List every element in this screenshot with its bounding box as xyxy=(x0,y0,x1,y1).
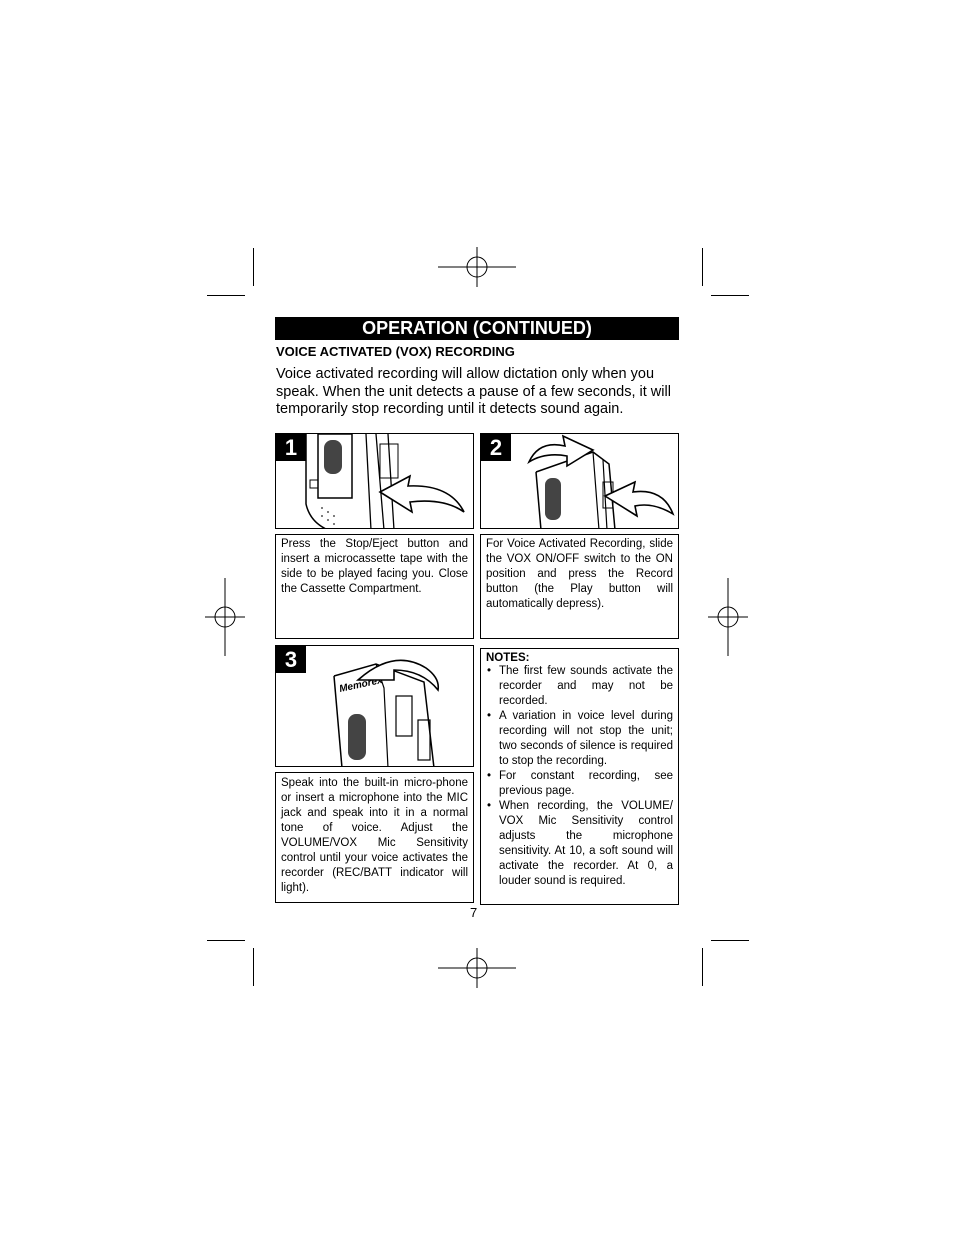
step-2-text: For Voice Activated Recording, slide the VOX ON/OFF switch to the ON position and press the Record button (the Play button will automatically depress). xyxy=(486,538,673,610)
step-2-number: 2 xyxy=(481,434,511,461)
step-1-illustration xyxy=(275,433,474,529)
registration-mark-bottom xyxy=(438,948,516,988)
step-2-instructions xyxy=(480,534,679,639)
step-1-instructions xyxy=(275,534,474,639)
step-1-number: 1 xyxy=(276,434,306,461)
note-item: • The first few sounds activate the recorder and may not be recorded. xyxy=(499,664,673,709)
step-3-number: 3 xyxy=(276,646,306,673)
step-3-illustration xyxy=(275,645,474,767)
note-item: • For constant recording, see previous page. xyxy=(499,769,673,799)
registration-mark-right xyxy=(708,578,748,656)
page-number: 7 xyxy=(470,905,478,920)
step-3-text: Speak into the built-in micro-phone or insert a microphone into the MIC jack and speak into it in a normal tone of voice. Adjust the VOLUME/VOX Mic Sensitivity control until your voice activates the recorder (REC/BATT indicator will light). xyxy=(281,777,468,894)
registration-mark-top xyxy=(438,247,516,287)
notes-title: NOTES: xyxy=(486,652,530,664)
notes-box xyxy=(480,648,679,905)
note-item: • A variation in voice level during recording will not stop the unit; two seconds of silence is required to stop the recording. xyxy=(499,709,673,769)
brand-logo: Memorex xyxy=(338,675,384,695)
section-intro: Voice activated recording will allow dictation only when you speak. When the unit detects a pause of a few seconds, it will temporarily stop recording until it detects sound again. xyxy=(276,366,671,417)
section-heading: VOICE ACTIVATED (VOX) RECORDING xyxy=(276,344,515,359)
step-3-instructions xyxy=(275,772,474,903)
notes-list xyxy=(486,664,673,889)
page-title: OPERATION (CONTINUED) xyxy=(275,317,679,340)
note-item: • When recording, the VOLUME/ VOX Mic Sensitivity control adjusts the microphone sensitivity. At 10, a soft sound will activate the recorder. At 0, a louder sound is required. xyxy=(499,799,673,889)
registration-mark-left xyxy=(205,578,245,656)
step-2-illustration xyxy=(480,433,679,529)
step-1-text: Press the Stop/Eject button and insert a microcassette tape with the side to be played facing you. Close the Cassette Compartment. xyxy=(281,538,468,595)
